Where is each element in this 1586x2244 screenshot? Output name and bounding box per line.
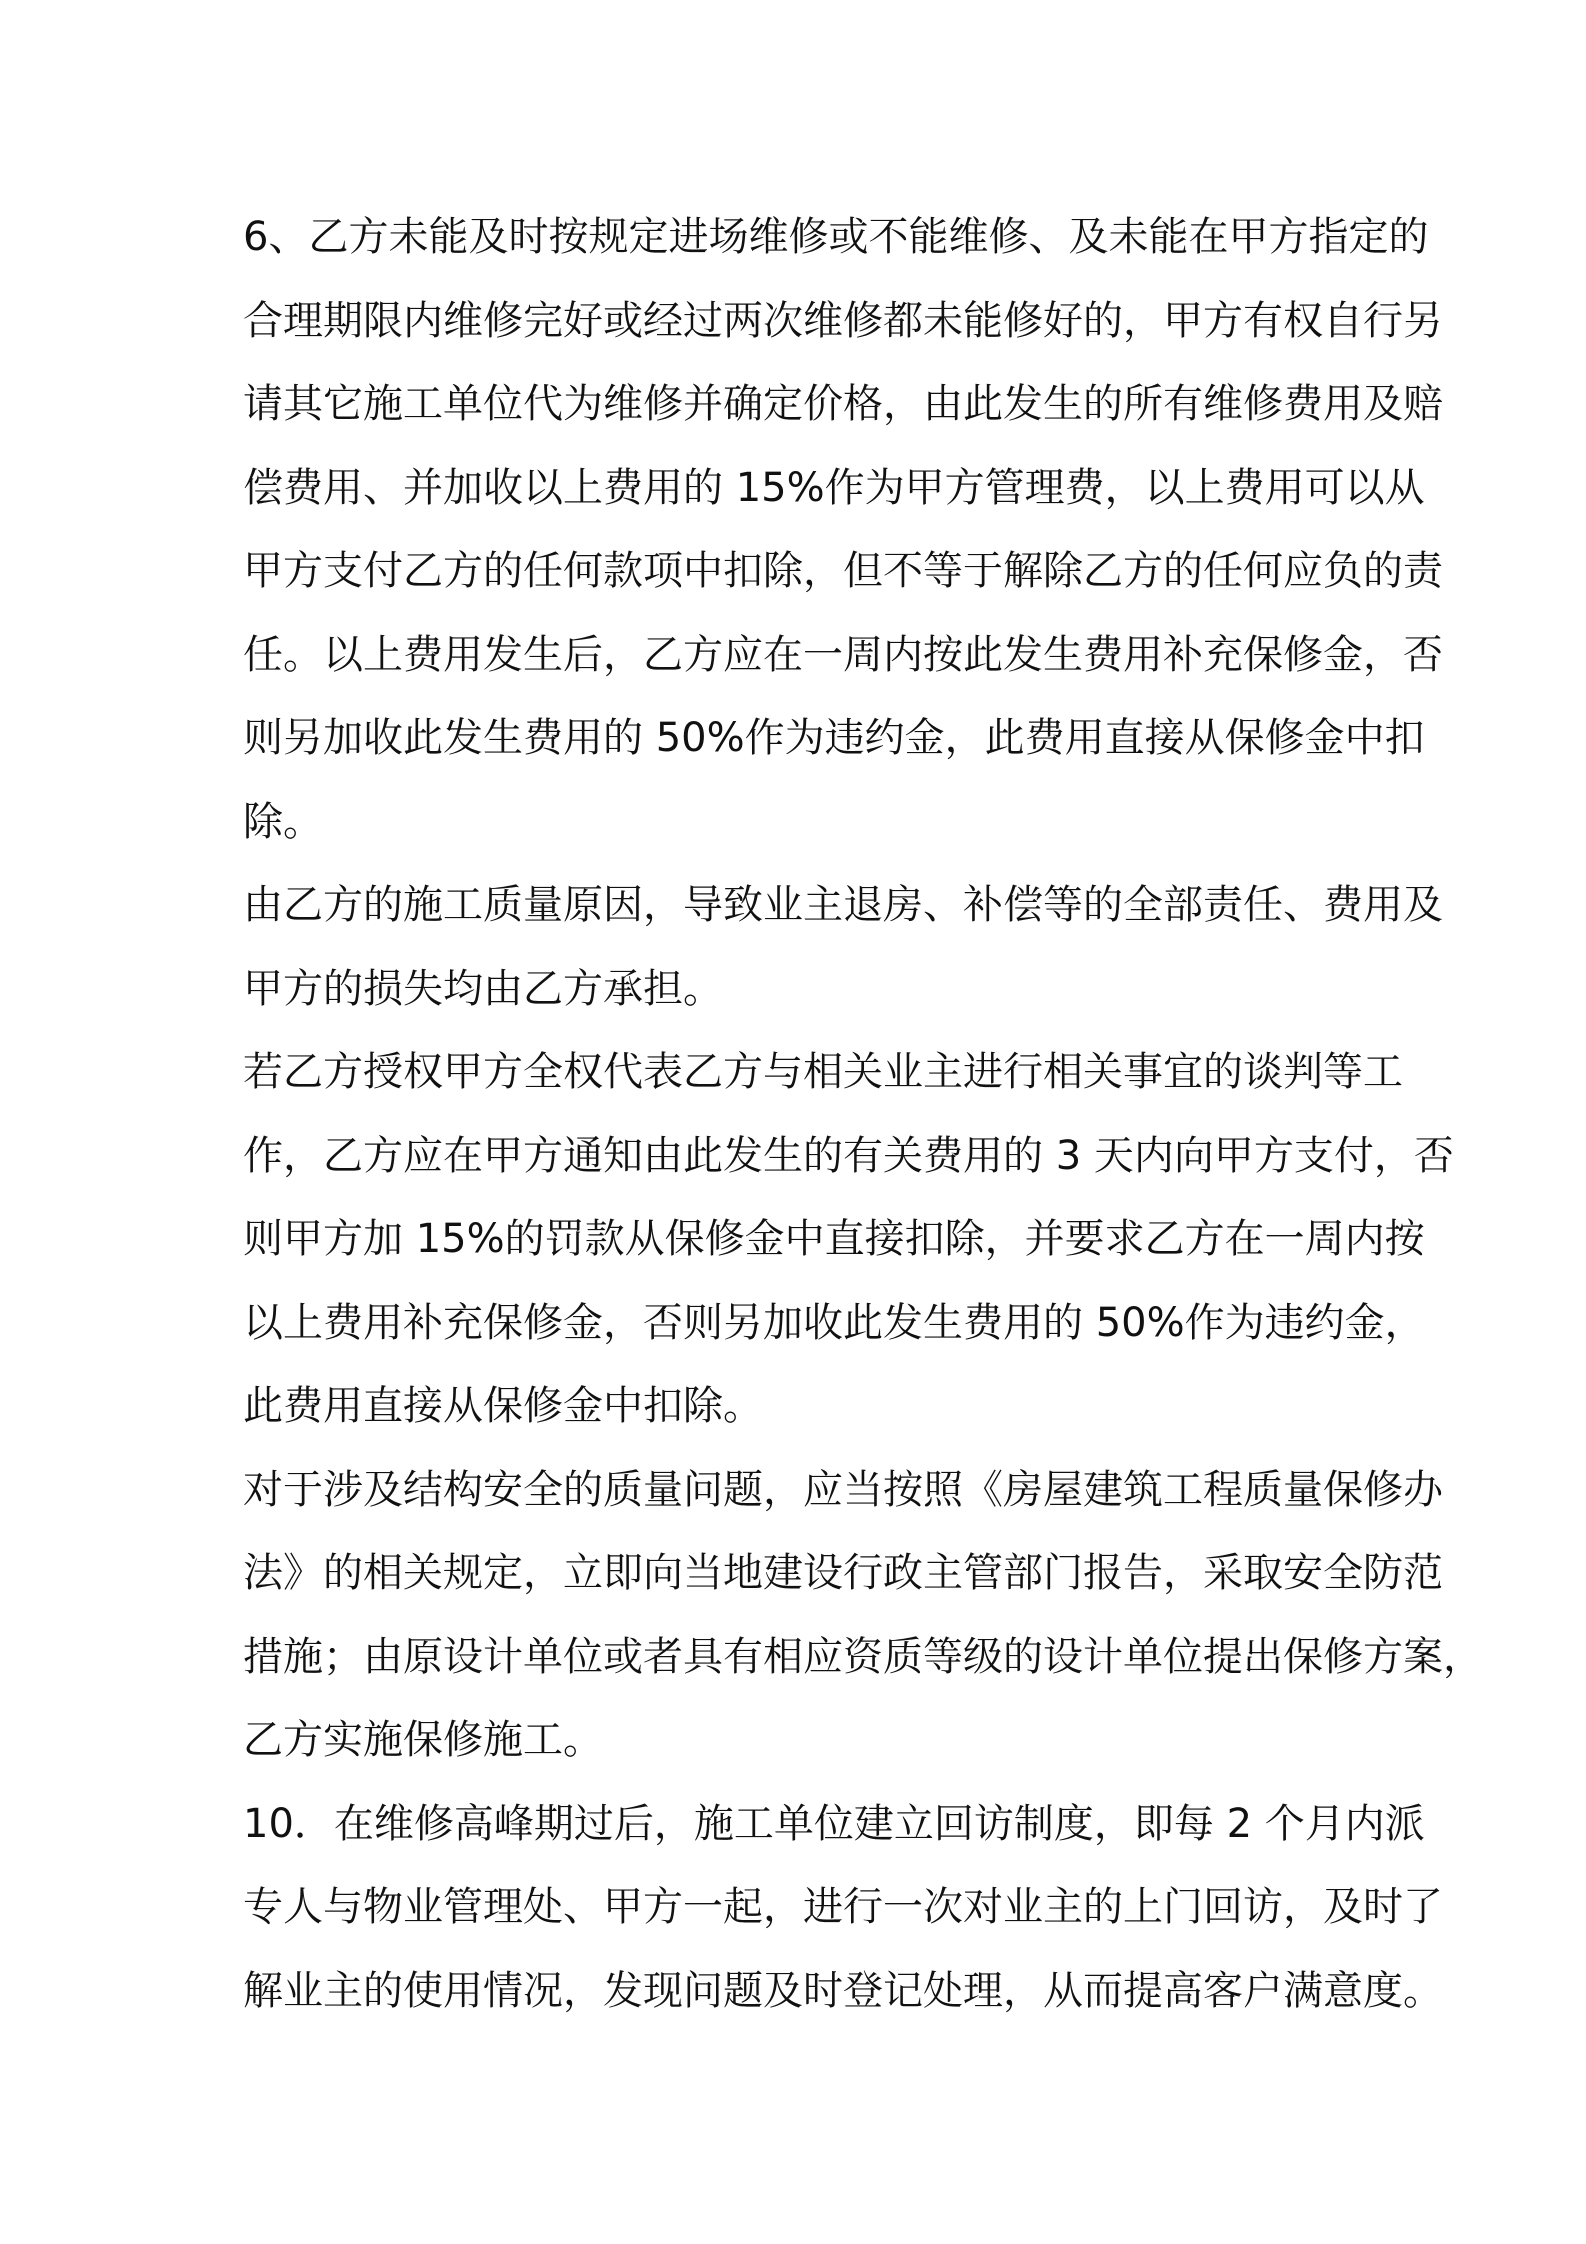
- text-line: 对于涉及结构安全的质量问题，应当按照《房屋建筑工程质量保修办: [243, 1466, 1443, 1513]
- text-line: 则甲方加 15%的罚款从保修金中直接扣除，并要求乙方在一周内按: [243, 1216, 1425, 1262]
- text-line: 除。: [243, 798, 323, 845]
- text-line: 由乙方的施工质量原因，导致业主退房、补偿等的全部责任、费用及: [243, 882, 1443, 928]
- paragraph-structural-safety: [243, 1449, 1483, 1783]
- text-line: 合理期限内维修完好或经过两次维修都未能修好的，甲方有权自行另: [243, 297, 1443, 344]
- text-line: 若乙方授权甲方全权代表乙方与相关业主进行相关事宜的谈判等工: [243, 1049, 1403, 1095]
- text-line: 以上费用补充保修金，否则另加收此发生费用的 50%作为违约金，: [243, 1299, 1425, 1346]
- text-line: 甲方的损失均由乙方承担。: [243, 965, 723, 1012]
- document-body: [243, 196, 1483, 2033]
- text-line: 则另加收此发生费用的 50%作为违约金，此费用直接从保修金中扣: [243, 715, 1425, 761]
- text-line: 作，乙方应在甲方通知由此发生的有关费用的 3 天内向甲方支付，否: [243, 1132, 1454, 1179]
- text-line: 乙方实施保修施工。: [243, 1717, 603, 1763]
- text-line: 请其它施工单位代为维修并确定价格，由此发生的所有维修费用及赔: [243, 381, 1443, 427]
- text-line: 措施；由原设计单位或者具有相应资质等级的设计单位提出保修方案，: [243, 1633, 1483, 1680]
- text-line: 解业主的使用情况，发现问题及时登记处理，从而提高客户满意度。: [243, 1967, 1443, 2014]
- text-line: 任。以上费用发生后，乙方应在一周内按此发生费用补充保修金，否: [243, 631, 1443, 678]
- text-line: 法》的相关规定，立即向当地建设行政主管部门报告，采取安全防范: [243, 1550, 1443, 1596]
- text-line: 偿费用、并加收以上费用的 15%作为甲方管理费，以上费用可以从: [243, 464, 1425, 511]
- paragraph-clause-10: [243, 1783, 1443, 2034]
- text-line: 6、乙方未能及时按规定进场维修或不能维修、及未能在甲方指定的: [243, 214, 1429, 260]
- text-line: 专人与物业管理处、甲方一起，进行一次对业主的上门回访，及时了: [243, 1884, 1443, 1930]
- text-line: 甲方支付乙方的任何款项中扣除，但不等于解除乙方的任何应负的责: [243, 548, 1443, 594]
- paragraph-authorization: [243, 1031, 1454, 1449]
- paragraph-quality-liability: [243, 864, 1443, 1031]
- paragraph-clause-6: [243, 196, 1443, 864]
- text-line: 10．在维修高峰期过后，施工单位建立回访制度，即每 2 个月内派: [243, 1800, 1425, 1847]
- text-line: 此费用直接从保修金中扣除。: [243, 1383, 763, 1429]
